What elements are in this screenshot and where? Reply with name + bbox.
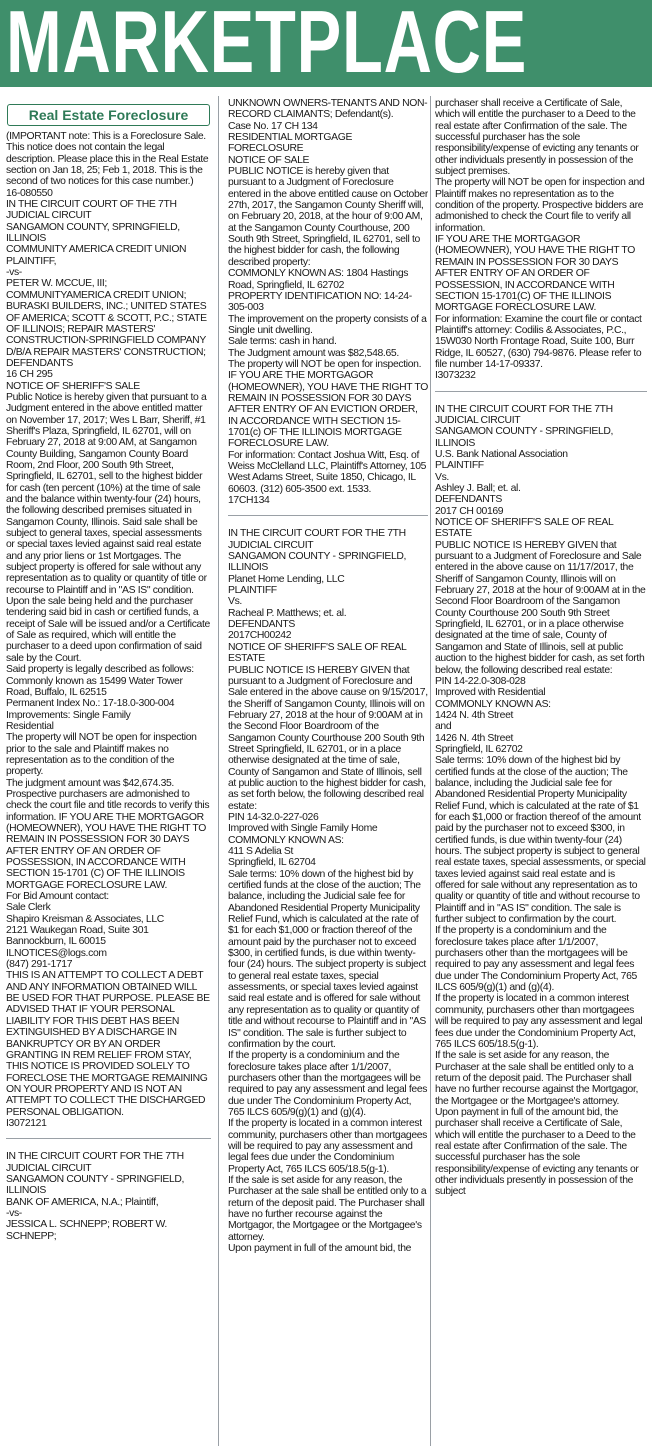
notice-paragraph: BANK OF AMERICA, N.A.; Plaintiff,	[6, 1196, 159, 1208]
notice-paragraph: COMMONLY KNOWN AS:	[435, 698, 551, 710]
legal-notice	[228, 528, 428, 1254]
notice-paragraph: PETER W. MCCUE, III; COMMUNITYAMERICA CREDIT UNION; BURASKI BUILDERS, INC.; UNITED STATES OF AMERICA; SCOTT & SCOTT, P.C.; STATE OF ILLINOIS; REPAIR MASTERS' CONSTRUCTION-SPRINGFIELD COMPANY D/B/A REPAIR MASTERS' CONSTRUCTION;	[6, 278, 207, 358]
notice-paragraph: Public Notice is hereby given that pursuant to a Judgment entered in the above entitled matter on November 17, 2017; Wes L Barr, Sheriff, #1 Sheriff's Plaza, Springfield, IL 62701, will on February 27, 2018 at 9:00 AM, at Sangamon County Building, Sangamon County Board Room, 2nd Floor, 200 South 9th Street, Springfield, IL 62701, sell to the highest bidder for cash (ten percent (10%) at the time of sale and the balance within twenty-four (24) hours, the following described premises situated in Sangamon County, Illinois. Said sale shall be subject to general taxes, special assessments or special taxes levied against said real estate and any prior liens or 1st Mortgages. The subject property is offered for sale without any representation as to quality or quantity of title or recourse to Plaintiff and in "AS IS" condition.	[6, 391, 207, 596]
notice-paragraph: Improvements: Single Family	[6, 709, 131, 721]
notice-paragraph: -vs-	[6, 267, 22, 279]
notice-paragraph: For information: Examine the court file or contact Plaintiff's attorney: Codilis & Associates, P.C., 15W030 North Frontage Road, Suite 100, Burr Ridge, IL 60527, (630) 794-9876. Please refer to file number 14-17-09337.	[435, 313, 642, 370]
notice-paragraph: Permanent Index No.: 17-18.0-300-004	[6, 698, 175, 710]
legal-notice	[6, 1151, 211, 1242]
notice-paragraph: PROPERTY IDENTIFICATION NO: 14-24-305-003	[228, 290, 412, 314]
notice-paragraph: COMMONLY KNOWN AS: 1804 Hastings Road, Springfield, IL 62702	[228, 268, 409, 291]
legal-notice	[435, 404, 647, 1198]
notice-paragraph: Said property is legally described as follows:	[6, 664, 194, 676]
notice-paragraph: 2121 Waukegan Road, Suite 301	[6, 925, 149, 937]
notice-paragraph: For information: Contact Joshua Witt, Esq. of Weiss McClelland LLC, Plaintiff's Attorney, 105 West Adams Street, Suite 1850, Chicago, IL 60603. (312) 605-3500 ext. 1533.	[228, 449, 427, 495]
notice-paragraph: SANGAMON COUNTY - SPRINGFIELD, ILLINOIS	[435, 426, 614, 449]
notice-paragraph: Commonly known as 15499 Water Tower Road, Buffalo, IL 62515	[6, 675, 183, 698]
notice-paragraph: purchaser shall receive a Certificate of Sale, which will entitle the purchaser to a Deed to the real estate after Confirmation of the sale. The successful purchaser has the sole responsibility/expense of evicting any tenants or other individuals presently in possession of the subject premises.	[435, 98, 639, 178]
notice-paragraph: Upon payment in full of the amount bid, the	[228, 1243, 412, 1255]
notice-paragraph: The property will NOT be open for inspection prior to the sale and Plaintiff makes no representation as to the condition of the property.	[6, 732, 197, 778]
notice-paragraph: Bannockburn, IL 60015	[6, 936, 106, 948]
notice-paragraph: Sale terms: cash in hand.	[228, 336, 337, 348]
notice-paragraph: PLAINTIFF	[228, 585, 277, 597]
notice-paragraph: UNKNOWN OWNERS-TENANTS AND NON-RECORD CLAIMANTS; Defendant(s).	[228, 98, 428, 121]
notice-paragraph: PLAINTIFF,	[6, 255, 57, 267]
notice-paragraph: If the sale is set aside for any reason, the Purchaser at the sale shall be entitled only to a return of the deposit paid. The Purchaser shall have no further recourse against the Mortgagor, the Mortgagee or the Mortgagee's attorney.	[435, 1050, 639, 1107]
section-label: Real Estate Foreclosure	[7, 104, 210, 126]
notice-paragraph: For Bid Amount contact:	[6, 891, 109, 903]
notice-paragraph: 1424 N. 4th Street	[435, 709, 514, 721]
notice-paragraph: Springfield, IL 62702	[435, 743, 523, 755]
notice-paragraph: 16-080550	[6, 187, 53, 199]
notice-paragraph: Vs.	[435, 471, 449, 483]
notice-paragraph: THIS IS AN ATTEMPT TO COLLECT A DEBT AND ANY INFORMATION OBTAINED WILL BE USED FOR THAT PURPOSE. PLEASE BE ADVISED THAT IF YOUR PERSONAL LIABILITY FOR THIS DEBT HAS BEEN EXTINGUISHED BY A DISCHARGE IN BANKRUPTCY OR BY AN ORDER GRANTING IN REM RELIEF FROM STAY, THIS NOTICE IS PROVIDED SOLELY TO FORECLOSE THE MORTGAGE REMAINING ON YOUR PROPERTY AND IS NOT AN ATTEMPT TO COLLECT THE DISCHARGED PERSONAL OBLIGATION.	[6, 970, 210, 1118]
notice-paragraph: 2017 CH 00169	[435, 505, 504, 517]
notice-paragraph: Ashley J. Ball; et. al.	[435, 483, 521, 494]
notice-paragraph: If the property is located in a common interest community, purchasers other than mortgagees will be required to pay any assessment and legal fees due under the Condominium Property Act, 765 ILCS 605/18.5(g-1).	[435, 993, 643, 1050]
notice-paragraph: Sale terms: 10% down of the highest bid by certified funds at the close of the auction; The balance, including the Judicial sale fee for Abandoned Residential Property Municipality Relief Fund, which is calculated at the rate of $1 for each $1,000 or fraction thereof of the amount paid by the purchaser not to exceed $300, in certified funds, is due within twenty-four (24) hours. The subject property is subject to general real estate taxes, special assessments, or special taxes levied against said real estate and is offered for sale without any representation as to quality or quantity of title and without recourse to Plaintiff and in "AS IS" condition. The sale is further subject to confirmation by the court.	[435, 755, 646, 926]
notice-paragraph: NOTICE OF SALE	[228, 154, 310, 166]
notice-paragraph: The property will NOT be open for inspection and Plaintiff makes no representation as to the condition of the property. Prospective bidders are admonished to check the Court file to verify all information.	[435, 177, 645, 234]
notice-paragraph: Vs.	[228, 596, 242, 608]
notice-divider	[228, 515, 428, 516]
notice-paragraph: ILNOTICES@logs.com	[6, 947, 107, 959]
notice-paragraph: 2017CH00242	[228, 630, 292, 642]
notice-paragraph: (847) 291-1717	[6, 959, 73, 971]
notice-paragraph: SANGAMON COUNTY - SPRINGFIELD, ILLINOIS	[6, 1173, 185, 1197]
notice-paragraph: PIN 14-22.0-308-028	[435, 675, 526, 687]
notice-paragraph: SANGAMON COUNTY, SPRINGFIELD, ILLINOIS	[6, 221, 180, 245]
notice-paragraph: The Judgment amount was $82,548.65.	[228, 347, 399, 359]
page-title: MARKETPLACE	[6, 0, 528, 91]
notice-paragraph: -vs-	[6, 1207, 22, 1219]
notice-paragraph: SANGAMON COUNTY - SPRINGFIELD, ILLINOIS	[228, 551, 407, 574]
notice-paragraph: Improved with Residential	[435, 687, 546, 699]
notice-paragraph: Sale terms: 10% down of the highest bid by certified funds at the close of the auction; The balance, including the Judicial sale fee for Abandoned Residential Property Municipality Relief Fund, which is calculated at the rate of $1 for each $1,000 or fraction thereof of the amount paid by the purchaser not to exceed $300, in certified funds, is due within twenty-four (24) hours. The subject property is subject to general real estate taxes, special assessments, or special taxes levied against said real estate and is offered for sale without any representation as to quality or quantity of title and without recourse to Plaintiff and in "AS IS" condition. The sale is further subject to confirmation by the court.	[228, 868, 426, 1050]
notice-paragraph: Improved with Single Family Home	[228, 823, 378, 835]
column-2	[228, 98, 428, 1446]
notice-paragraph: NOTICE OF SHERIFF'S SALE OF REAL ESTATE	[435, 517, 614, 540]
notice-paragraph: DEFENDANTS	[435, 494, 502, 506]
column-1	[6, 98, 211, 1446]
column-3	[435, 98, 647, 1446]
notice-paragraph: If the property is a condominium and the foreclosure takes place after 1/1/2007, purchasers other than the mortgagees will be required to pay any assessment and legal fees due under The Condominium Property Act, 765 ILCS 605/9(g)(1) and (g)(4).	[228, 1050, 428, 1118]
notice-paragraph: NOTICE OF SHERIFF'S SALE OF REAL ESTATE	[228, 641, 407, 665]
notice-paragraph: DEFENDANTS	[228, 619, 295, 631]
marketplace-banner	[0, 0, 652, 91]
notice-paragraph: Shapiro Kreisman & Associates, LLC	[6, 913, 164, 925]
notice-paragraph: IN THE CIRCUIT COURT FOR THE 7TH JUDICIAL CIRCUIT	[228, 528, 406, 551]
notice-paragraph: Sale Clerk	[6, 902, 51, 914]
notice-paragraph: U.S. Bank National Association	[435, 448, 568, 460]
notice-paragraph: PIN 14-32.0-227-026	[228, 811, 319, 823]
notice-paragraph: DEFENDANTS	[6, 357, 73, 369]
column-divider-2	[430, 96, 431, 1446]
notice-paragraph: If the sale is set aside for any reason, the Purchaser at the sale shall be entitled only to a return of the deposit paid. The Purchaser shall have no further recourse against the Mortgagor, the Mortgagee or the Mortgagee's attorney.	[228, 1174, 427, 1243]
notice-paragraph: 17CH134	[228, 495, 270, 507]
notice-paragraph: Racheal P. Matthews; et. al.	[228, 607, 347, 619]
notice-paragraph: IF YOU ARE THE MORTGAGOR (HOMEOWNER), YOU HAVE THE RIGHT TO REMAIN IN POSSESSION FOR 30 DAYS AFTER ENTRY OF AN EVICTION ORDER, IN ACCORDANCE WITH SECTION 15-1701(c) OF THE ILLINOIS MORTGAGE FORECLOSURE LAW.	[228, 370, 428, 450]
notice-paragraph: PLAINTIFF	[435, 460, 484, 472]
notice-paragraph: Springfield, IL 62704	[228, 857, 316, 869]
notice-paragraph: JESSICA L. SCHNEPP; ROBERT W. SCHNEPP;	[6, 1219, 167, 1242]
legal-notice	[6, 131, 211, 1129]
legal-notice	[228, 98, 428, 506]
notice-divider	[435, 391, 647, 392]
notice-paragraph: Planet Home Lending, LLC	[228, 573, 345, 585]
notice-paragraph: PUBLIC NOTICE IS HEREBY GIVEN that pursuant to a Judgment of Foreclosure and Sale entered in the above cause on 9/15/2017, the Sheriff of Sangamon County, Illinois will on February 27, 2018 at the hour of 9:00AM at in the Second Floor Boardroom of the Sangamon County Courthouse 200 South 9th Street Springfield, IL 62701, or in a place otherwise designated at the time of sale, County of Sangamon and State of Illinois, sell at public auction to the highest bidder for cash, as set forth below, the following described real estate:	[228, 664, 428, 812]
notice-paragraph: Case No. 17 CH 134	[228, 120, 318, 132]
notice-paragraph: Prospective purchasers are admonished to check the court file and title records to verify this information. IF YOU ARE THE MORTGAGOR (HOMEOWNER), YOU HAVE THE RIGHT TO REMAIN IN POSSESSION FOR 30 DAYS AFTER ENTRY OF AN ORDER OF POSSESSION, IN ACCORDANCE WITH SECTION 15-1701 (C) OF THE ILLINOIS MORTGAGE FORECLOSURE LAW.	[6, 788, 210, 891]
notice-paragraph: COMMUNITY AMERICA CREDIT UNION	[6, 244, 187, 256]
notice-paragraph: 411 S Adelia St	[228, 846, 294, 857]
notice-paragraph: IN THE CIRCUIT COURT FOR THE 7TH JUDICIAL CIRCUIT	[435, 403, 613, 426]
notice-paragraph: Residential	[6, 720, 54, 732]
notice-paragraph: 16 CH 295	[6, 369, 53, 381]
notice-paragraph: COMMONLY KNOWN AS:	[228, 834, 344, 846]
notice-paragraph: I3073232	[435, 370, 476, 382]
notice-paragraph: I3072121	[6, 1117, 47, 1129]
notice-paragraph: PUBLIC NOTICE is hereby given that pursuant to a Judgment of Foreclosure entered in the above entitled cause on October 27th, 2017, the Sangamon County Sheriff will, on February 20, 2018, at the hour of 9:00 AM, at the Sangamon County Courthouse, 200 South 9th Street, Springfield, IL 62701, sell to the highest bidder for cash, the following described property:	[228, 166, 428, 268]
notice-paragraph: PUBLIC NOTICE IS HEREBY GIVEN that pursuant to a Judgment of Foreclosure and Sale entered in the above cause on 11/17/2017, the Sheriff of Sangamon County, Illinois will on February 27, 2018 at the hour of 9:00AM at in the Second Floor Boardroom of the Sangamon County Courthouse 200 South 9th Street Springfield, IL 62701, or in a place otherwise designated at the time of sale, County of Sangamon and State of Illinois, sell at public auction to the highest bidder for cash, as set forth below, the following described real estate:	[435, 539, 646, 676]
notice-paragraph: RESIDENTIAL MORTGAGE FORECLOSURE	[228, 132, 353, 155]
column-divider-1	[218, 96, 219, 1446]
legal-notice	[435, 98, 647, 382]
notice-paragraph: Upon the sale being held and the purchaser tendering said bid in cash or certified funds, a receipt of Sale will be issued and/or a Certificate of Sale as required, which will entitle the purchaser to a deed upon confirmation of said sale by the Court.	[6, 596, 210, 664]
notice-paragraph: The judgment amount was $42,674.35.	[6, 777, 174, 789]
notice-paragraph: 1426 N. 4th Street	[435, 732, 514, 744]
notice-paragraph: IN THE CIRCUIT COURT OF THE 7TH JUDICIAL CIRCUIT	[6, 199, 177, 222]
notice-paragraph: The improvement on the property consists of a Single unit dwelling.	[228, 313, 427, 336]
notice-divider	[6, 1138, 211, 1139]
notice-paragraph: If the property is a condominium and the foreclosure takes place after 1/1/2007, purchasers other than the mortgagees will be required to pay any assessment and legal fees due under The Condominium Property Act, 765 ILCS 605/9(g)(1) and (g)(4).	[435, 925, 637, 994]
notice-paragraph: IN THE CIRCUIT COURT FOR THE 7TH JUDICIAL CIRCUIT	[6, 1151, 184, 1174]
notice-paragraph: Upon payment in full of the amount bid, the purchaser shall receive a Certificate of Sale, which will entitle the purchaser to a Deed to the real estate after Confirmation of the sale. The successful purchaser has the sole responsibility/expense of evicting any tenants or other individuals presently in possession of the subject	[435, 1106, 639, 1198]
notice-paragraph: The property will NOT be open for inspection.	[228, 358, 422, 370]
notice-paragraph: IF YOU ARE THE MORTGAGOR (HOMEOWNER), YOU HAVE THE RIGHT TO REMAIN IN POSSESSION FOR 30 DAYS AFTER ENTRY OF AN ORDER OF POSSESSION, IN ACCORDANCE WITH SECTION 15-1701(C) OF THE ILLINOIS MORTGAGE FORECLOSURE LAW.	[435, 234, 635, 314]
notice-paragraph: If the property is located in a common interest community, purchasers other than mortgagees will be required to pay any assessment and legal fees due under the Condominium Property Act, 765 ILCS 605/18.5(g-1).	[228, 1118, 428, 1175]
notice-paragraph: (IMPORTANT note: This is a Foreclosure Sale. This notice does not contain the legal description. Please place this in the Real Estate section on Jan 18, 25; Feb 1, 2018. This is the second of two notices for this case number.)	[6, 131, 209, 188]
notice-paragraph: NOTICE OF SHERIFF'S SALE	[6, 380, 140, 392]
notice-paragraph: and	[435, 721, 452, 733]
